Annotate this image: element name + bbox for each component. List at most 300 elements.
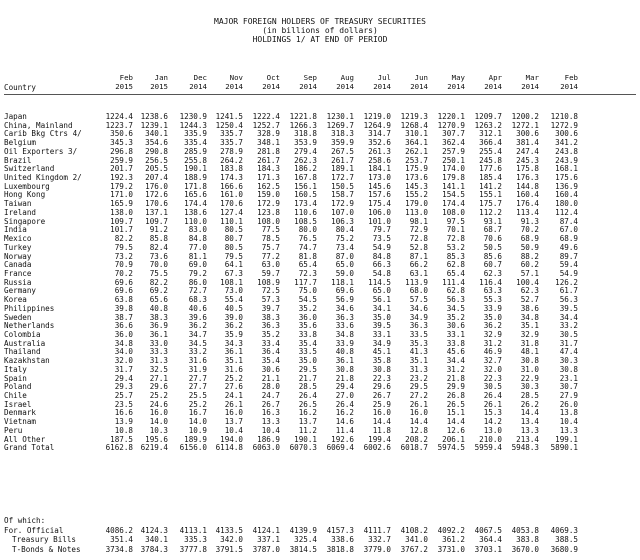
holding-value: 28.5 bbox=[298, 382, 317, 392]
holding-value: 33.3 bbox=[149, 347, 168, 357]
holding-value: 56.1 bbox=[372, 295, 391, 305]
holding-value: 75.2 bbox=[335, 234, 354, 244]
holding-value: 36.1 bbox=[335, 356, 354, 366]
holding-value: 34.9 bbox=[372, 338, 391, 348]
holding-value: 106.3 bbox=[331, 216, 354, 226]
column-year: 2014 bbox=[410, 82, 428, 91]
holding-value: 123.8 bbox=[257, 207, 280, 217]
holding-value: 1272.9 bbox=[550, 120, 578, 130]
holding-value: 184.1 bbox=[368, 164, 391, 174]
holding-value: 4053.8 bbox=[511, 526, 539, 535]
holding-value: 80.0 bbox=[298, 225, 317, 235]
country-row bbox=[0, 260, 640, 269]
holding-value: 194.0 bbox=[220, 434, 243, 444]
holding-value: 101.7 bbox=[110, 225, 133, 235]
holding-value: 69.0 bbox=[188, 260, 207, 270]
holding-value: 73.4 bbox=[335, 242, 354, 252]
holding-value: 1269.7 bbox=[326, 120, 354, 130]
country-row bbox=[0, 408, 640, 417]
holding-value: 4069.3 bbox=[550, 526, 578, 535]
holding-value: 179.0 bbox=[405, 199, 428, 209]
holding-value: 26.7 bbox=[261, 399, 280, 409]
column-year: 2014 bbox=[447, 82, 465, 91]
holding-value: 65.0 bbox=[335, 260, 354, 270]
holding-value: 31.7 bbox=[559, 338, 578, 348]
holding-value: 75.5 bbox=[149, 268, 168, 278]
holding-value: 33.4 bbox=[261, 338, 280, 348]
holding-value: 91.2 bbox=[149, 225, 168, 235]
holding-value: 25.2 bbox=[188, 399, 207, 409]
country-row bbox=[0, 374, 640, 383]
holding-value: 35.1 bbox=[224, 356, 243, 366]
country-name: Australia bbox=[4, 338, 46, 348]
country-row bbox=[0, 190, 640, 199]
country-row bbox=[0, 443, 640, 452]
holding-value: 100.4 bbox=[516, 277, 539, 287]
holding-value: 30.8 bbox=[559, 364, 578, 374]
holding-value: 267.5 bbox=[331, 146, 354, 156]
holding-value: 264.2 bbox=[220, 155, 243, 165]
holding-value: 364.1 bbox=[405, 138, 428, 148]
holding-value: 1272.1 bbox=[511, 120, 539, 130]
column-month: Jan bbox=[154, 73, 168, 82]
country-name: Kazakhstan bbox=[4, 356, 50, 366]
holding-value: 4108.2 bbox=[400, 526, 428, 535]
of-which-label: Of which: bbox=[4, 516, 46, 525]
column-year: 2014 bbox=[262, 82, 280, 91]
holding-value: 25.9 bbox=[372, 399, 391, 409]
country-name: Mexico bbox=[4, 234, 32, 244]
holding-value: 1230.9 bbox=[179, 112, 207, 121]
holding-value: 79.7 bbox=[372, 225, 391, 235]
holding-value: 127.4 bbox=[220, 207, 243, 217]
country-name: Hong Kong bbox=[4, 190, 46, 200]
holding-value: 340.1 bbox=[145, 129, 168, 139]
column-year: 2014 bbox=[373, 82, 391, 91]
holding-value: 107.0 bbox=[331, 207, 354, 217]
holding-value: 11.2 bbox=[298, 425, 317, 435]
holding-value: 73.0 bbox=[224, 286, 243, 296]
holding-value: 210.0 bbox=[479, 434, 502, 444]
country-row bbox=[0, 252, 640, 261]
holding-value: 25.2 bbox=[224, 373, 243, 383]
holding-value: 281.8 bbox=[257, 146, 280, 156]
holding-value: 39.8 bbox=[114, 303, 133, 313]
holding-value: 33.9 bbox=[335, 338, 354, 348]
holding-value: 13.7 bbox=[298, 417, 317, 427]
holding-value: 60.2 bbox=[520, 260, 539, 270]
country-name: Colombia bbox=[4, 330, 41, 339]
country-name: Ireland bbox=[4, 207, 37, 217]
holding-value: 21.8 bbox=[335, 373, 354, 383]
holding-value: 16.7 bbox=[188, 408, 207, 418]
holding-value: 38.3 bbox=[149, 312, 168, 322]
holding-value: 109.7 bbox=[110, 216, 133, 226]
holding-value: 300.6 bbox=[555, 129, 578, 139]
holding-value: 34.9 bbox=[409, 312, 428, 322]
holding-value: 40.8 bbox=[149, 303, 168, 313]
holding-value: 245.3 bbox=[516, 155, 539, 165]
holding-value: 66.2 bbox=[409, 260, 428, 270]
holding-value: 184.3 bbox=[257, 164, 280, 174]
holding-value: 80.5 bbox=[224, 242, 243, 252]
holding-value: 38.7 bbox=[114, 312, 133, 322]
holding-value: 39.0 bbox=[224, 312, 243, 322]
holding-value: 33.5 bbox=[298, 347, 317, 357]
column-year: 2014 bbox=[484, 82, 502, 91]
holding-value: 108.5 bbox=[294, 216, 317, 226]
holding-value: 68.7 bbox=[483, 225, 502, 235]
column-month: Feb bbox=[564, 73, 578, 82]
holding-value: 190.1 bbox=[294, 434, 317, 444]
holding-value: 39.7 bbox=[261, 303, 280, 313]
holding-value: 141.2 bbox=[479, 181, 502, 191]
holding-value: 110.6 bbox=[294, 207, 317, 217]
country-name: Grand Total bbox=[4, 443, 55, 453]
holding-value: 255.8 bbox=[184, 155, 207, 165]
holding-value: 36.9 bbox=[149, 321, 168, 331]
holding-value: 26.8 bbox=[446, 391, 465, 401]
column-year: 2015 bbox=[115, 82, 133, 91]
holding-value: 55.3 bbox=[483, 295, 502, 305]
holding-value: 362.4 bbox=[442, 138, 465, 148]
holding-value: 33.8 bbox=[298, 330, 317, 339]
holding-value: 35.4 bbox=[298, 338, 317, 348]
holding-value: 185.4 bbox=[479, 173, 502, 183]
holding-value: 262.3 bbox=[294, 155, 317, 165]
holding-value: 1220.1 bbox=[437, 112, 465, 121]
holding-value: 332.7 bbox=[368, 535, 391, 545]
holding-value: 366.4 bbox=[479, 138, 502, 148]
holding-value: 261.3 bbox=[368, 146, 391, 156]
holding-value: 247.4 bbox=[516, 146, 539, 156]
holding-value: 3784.3 bbox=[140, 544, 168, 554]
holding-value: 195.6 bbox=[145, 434, 168, 444]
holding-value: 25.2 bbox=[149, 391, 168, 401]
holding-value: 23.1 bbox=[559, 373, 578, 383]
holding-value: 33.2 bbox=[188, 347, 207, 357]
holding-value: 110.0 bbox=[184, 216, 207, 226]
holding-value: 26.1 bbox=[224, 399, 243, 409]
holding-value: 4124.1 bbox=[252, 526, 280, 535]
holding-value: 155.1 bbox=[479, 190, 502, 200]
holding-value: 67.0 bbox=[559, 225, 578, 235]
holding-value: 4111.7 bbox=[363, 526, 391, 535]
holding-value: 10.8 bbox=[114, 425, 133, 435]
holding-value: 3787.0 bbox=[252, 544, 280, 554]
holding-value: 1200.2 bbox=[511, 112, 539, 121]
holding-value: 1266.3 bbox=[289, 120, 317, 130]
holding-value: 54.8 bbox=[372, 268, 391, 278]
holding-value: 33.9 bbox=[483, 303, 502, 313]
holding-value: 29.4 bbox=[114, 373, 133, 383]
holding-value: 70.0 bbox=[149, 260, 168, 270]
holding-value: 27.9 bbox=[559, 391, 578, 401]
holding-value: 36.0 bbox=[298, 312, 317, 322]
holding-value: 256.5 bbox=[145, 155, 168, 165]
holding-value: 40.6 bbox=[188, 303, 207, 313]
holding-value: 84.8 bbox=[372, 251, 391, 261]
holding-value: 6156.0 bbox=[179, 443, 207, 453]
holding-value: 341.2 bbox=[555, 138, 578, 148]
holding-value: 31.3 bbox=[409, 364, 428, 374]
holding-value: 145.3 bbox=[405, 181, 428, 191]
holding-value: 79.5 bbox=[224, 251, 243, 261]
holding-value: 14.0 bbox=[149, 417, 168, 427]
holding-value: 165.9 bbox=[110, 199, 133, 209]
holding-value: 101.0 bbox=[368, 216, 391, 226]
holding-value: 154.5 bbox=[442, 190, 465, 200]
holding-value: 35.0 bbox=[372, 312, 391, 322]
holding-value: 108.0 bbox=[257, 216, 280, 226]
holding-value: 290.8 bbox=[145, 146, 168, 156]
holding-value: 85.3 bbox=[446, 251, 465, 261]
holding-value: 342.0 bbox=[220, 535, 243, 545]
holding-value: 340.1 bbox=[145, 535, 168, 545]
holding-value: 97.5 bbox=[446, 216, 465, 226]
holding-value: 3814.5 bbox=[289, 544, 317, 554]
holding-value: 192.3 bbox=[110, 173, 133, 183]
holding-value: 64.1 bbox=[224, 260, 243, 270]
holding-value: 186.9 bbox=[257, 434, 280, 444]
holding-value: 35.0 bbox=[298, 356, 317, 366]
holding-value: 16.0 bbox=[149, 408, 168, 418]
holding-value: 116.4 bbox=[479, 277, 502, 287]
holding-value: 76.5 bbox=[298, 234, 317, 244]
holding-value: 114.5 bbox=[368, 277, 391, 287]
country-row bbox=[0, 164, 640, 173]
holding-value: 31.3 bbox=[149, 356, 168, 366]
holding-value: 166.6 bbox=[220, 181, 243, 191]
country-row bbox=[0, 321, 640, 330]
holding-value: 258.6 bbox=[368, 155, 391, 165]
holding-value: 1244.3 bbox=[179, 120, 207, 130]
holding-value: 361.2 bbox=[442, 535, 465, 545]
holding-value: 72.7 bbox=[188, 286, 207, 296]
country-row bbox=[0, 217, 640, 226]
holding-value: 87.1 bbox=[409, 251, 428, 261]
holding-value: 63.1 bbox=[409, 268, 428, 278]
holding-value: 172.6 bbox=[145, 190, 168, 200]
holding-value: 75.0 bbox=[298, 286, 317, 296]
country-name: Korea bbox=[4, 295, 27, 305]
country-name: Philippines bbox=[4, 303, 55, 313]
country-name: Spain bbox=[4, 373, 27, 383]
holding-value: 189.9 bbox=[184, 434, 207, 444]
holding-value: 318.3 bbox=[331, 129, 354, 139]
holding-value: 93.1 bbox=[483, 216, 502, 226]
holding-value: 388.5 bbox=[555, 535, 578, 545]
country-name: For. Official bbox=[4, 526, 64, 535]
holding-value: 75.7 bbox=[261, 242, 280, 252]
holding-value: 65.0 bbox=[372, 286, 391, 296]
holding-value: 77.2 bbox=[261, 251, 280, 261]
holding-value: 35.3 bbox=[409, 338, 428, 348]
country-row bbox=[0, 391, 640, 400]
holding-value: 381.4 bbox=[516, 138, 539, 148]
holding-value: 4067.5 bbox=[474, 526, 502, 535]
holding-value: 22.3 bbox=[372, 373, 391, 383]
holding-value: 14.6 bbox=[335, 417, 354, 427]
holding-value: 30.6 bbox=[261, 364, 280, 374]
holding-value: 80.5 bbox=[224, 225, 243, 235]
holding-value: 29.6 bbox=[149, 382, 168, 392]
holding-value: 31.6 bbox=[224, 364, 243, 374]
holding-value: 30.7 bbox=[559, 382, 578, 392]
holding-value: 73.2 bbox=[114, 251, 133, 261]
column-year: 2014 bbox=[189, 82, 207, 91]
holding-value: 34.7 bbox=[188, 330, 207, 339]
holding-value: 27.6 bbox=[224, 382, 243, 392]
holding-value: 1230.1 bbox=[326, 112, 354, 121]
holding-value: 34.0 bbox=[114, 347, 133, 357]
holding-value: 192.6 bbox=[331, 434, 354, 444]
holding-value: 29.4 bbox=[335, 382, 354, 392]
holding-value: 34.6 bbox=[335, 303, 354, 313]
holding-value: 3767.2 bbox=[400, 544, 428, 554]
country-name: T-Bonds & Notes bbox=[12, 544, 81, 554]
holding-value: 174.0 bbox=[442, 164, 465, 174]
holding-value: 4157.3 bbox=[326, 526, 354, 535]
holding-value: 82.2 bbox=[149, 277, 168, 287]
holding-value: 201.7 bbox=[110, 164, 133, 174]
country-row bbox=[0, 286, 640, 295]
holding-value: 335.3 bbox=[184, 535, 207, 545]
column-month: Jul bbox=[377, 73, 391, 82]
column-month: Mar bbox=[525, 73, 539, 82]
holding-value: 27.0 bbox=[335, 391, 354, 401]
holding-value: 188.9 bbox=[184, 173, 207, 183]
country-name: Netherlands bbox=[4, 321, 55, 331]
holding-value: 27.7 bbox=[188, 373, 207, 383]
holding-value: 62.8 bbox=[446, 286, 465, 296]
holding-value: 32.9 bbox=[483, 330, 502, 339]
holding-value: 30.8 bbox=[335, 364, 354, 374]
holding-value: 110.1 bbox=[220, 216, 243, 226]
holding-value: 335.9 bbox=[184, 129, 207, 139]
holding-value: 13.0 bbox=[483, 425, 502, 435]
official-row bbox=[0, 545, 640, 554]
holding-value: 24.1 bbox=[224, 391, 243, 401]
country-row bbox=[0, 138, 640, 147]
holding-value: 33.5 bbox=[409, 330, 428, 339]
column-year: 2014 bbox=[225, 82, 243, 91]
country-row bbox=[0, 269, 640, 278]
holding-value: 30.5 bbox=[559, 330, 578, 339]
column-year: 2014 bbox=[560, 82, 578, 91]
holding-value: 29.3 bbox=[114, 382, 133, 392]
country-row bbox=[0, 339, 640, 348]
holding-value: 170.6 bbox=[220, 199, 243, 209]
holding-value: 6002.6 bbox=[363, 443, 391, 453]
holding-value: 26.5 bbox=[298, 399, 317, 409]
holding-value: 300.6 bbox=[516, 129, 539, 139]
holding-value: 285.9 bbox=[184, 146, 207, 156]
holding-value: 6114.8 bbox=[215, 443, 243, 453]
country-row bbox=[0, 356, 640, 365]
holding-value: 25.5 bbox=[188, 391, 207, 401]
holding-value: 113.9 bbox=[405, 277, 428, 287]
holding-value: 352.6 bbox=[368, 138, 391, 148]
holding-value: 69.6 bbox=[114, 286, 133, 296]
holding-value: 34.3 bbox=[224, 338, 243, 348]
holding-value: 13.4 bbox=[520, 417, 539, 427]
holding-value: 160.5 bbox=[294, 190, 317, 200]
holding-value: 310.1 bbox=[405, 129, 428, 139]
holding-value: 171.0 bbox=[110, 190, 133, 200]
holding-value: 314.7 bbox=[368, 129, 391, 139]
document-subtitle-units: (in billions of dollars) bbox=[262, 26, 378, 35]
holding-value: 41.3 bbox=[409, 347, 428, 357]
holding-value: 112.4 bbox=[555, 207, 578, 217]
holding-value: 48.1 bbox=[520, 347, 539, 357]
holding-value: 160.4 bbox=[516, 190, 539, 200]
country-name: Chile bbox=[4, 391, 27, 401]
document-title: MAJOR FOREIGN HOLDERS OF TREASURY SECURITIES bbox=[214, 17, 426, 26]
holding-value: 15.3 bbox=[483, 408, 502, 418]
holding-value: 40.5 bbox=[224, 303, 243, 313]
holding-value: 3777.8 bbox=[179, 544, 207, 554]
holding-value: 50.9 bbox=[520, 242, 539, 252]
holding-value: 117.7 bbox=[294, 277, 317, 287]
holding-value: 199.1 bbox=[555, 434, 578, 444]
holding-value: 205.5 bbox=[145, 164, 168, 174]
holding-value: 175.6 bbox=[555, 173, 578, 183]
country-name: Sweden bbox=[4, 312, 32, 322]
holding-value: 63.3 bbox=[483, 286, 502, 296]
holding-value: 32.7 bbox=[483, 356, 502, 366]
holding-value: 34.6 bbox=[409, 303, 428, 313]
column-year: 2014 bbox=[336, 82, 354, 91]
holding-value: 63.8 bbox=[114, 295, 133, 305]
holding-value: 108.9 bbox=[257, 277, 280, 287]
country-name: Vietnam bbox=[4, 417, 37, 427]
holding-value: 77.5 bbox=[261, 225, 280, 235]
holding-value: 176.4 bbox=[516, 199, 539, 209]
country-row bbox=[0, 225, 640, 234]
holding-value: 82.2 bbox=[114, 234, 133, 244]
holding-value: 3791.5 bbox=[215, 544, 243, 554]
holding-value: 21.1 bbox=[261, 373, 280, 383]
holding-value: 30.3 bbox=[520, 382, 539, 392]
holding-value: 57.1 bbox=[520, 268, 539, 278]
holding-value: 35.8 bbox=[372, 356, 391, 366]
holding-value: 24.7 bbox=[261, 391, 280, 401]
holding-value: 28.0 bbox=[261, 382, 280, 392]
holding-value: 10.4 bbox=[559, 417, 578, 427]
holding-value: 38.6 bbox=[520, 303, 539, 313]
holding-value: 35.1 bbox=[409, 356, 428, 366]
holding-value: 52.8 bbox=[409, 242, 428, 252]
holding-value: 159.0 bbox=[257, 190, 280, 200]
holding-value: 31.2 bbox=[446, 364, 465, 374]
holding-value: 36.1 bbox=[224, 347, 243, 357]
column-month: Feb bbox=[119, 73, 133, 82]
holding-value: 1224.4 bbox=[105, 112, 133, 121]
holding-value: 175.4 bbox=[368, 199, 391, 209]
holding-value: 26.5 bbox=[446, 399, 465, 409]
holding-value: 364.4 bbox=[479, 535, 502, 545]
holding-value: 34.4 bbox=[559, 312, 578, 322]
holding-value: 28.5 bbox=[520, 391, 539, 401]
holding-value: 111.4 bbox=[442, 277, 465, 287]
holding-value: 85.8 bbox=[149, 234, 168, 244]
holding-value: 72.8 bbox=[409, 234, 428, 244]
holding-value: 34.8 bbox=[114, 338, 133, 348]
holding-value: 33.0 bbox=[149, 338, 168, 348]
holding-value: 187.5 bbox=[110, 434, 133, 444]
holding-value: 6219.4 bbox=[140, 443, 168, 453]
